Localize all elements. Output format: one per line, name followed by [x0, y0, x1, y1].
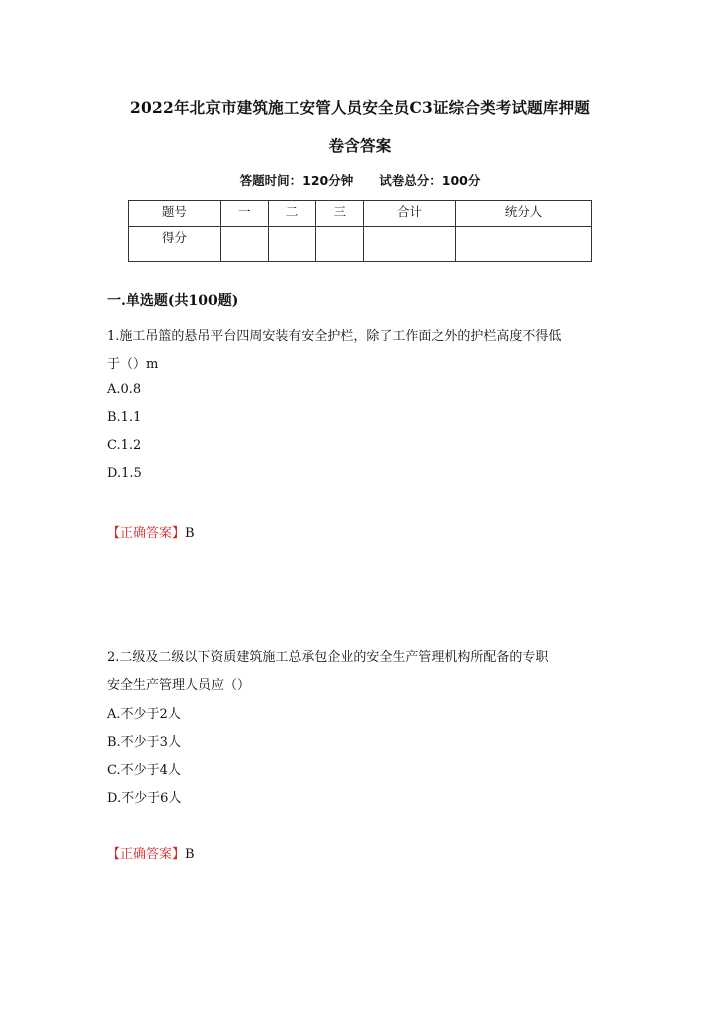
question-1-stem-line1: 1.施工吊篮的悬吊平台四周安装有安全护栏，除了工作面之外的护栏高度不得低: [107, 329, 562, 344]
score-table-header: 题号: [129, 201, 221, 227]
score-cell: [220, 227, 268, 262]
question-1-option-c: C.1.2: [107, 438, 142, 453]
document-title-line2: 卷含答案: [328, 136, 392, 155]
question-1-option-d: D.1.5: [107, 466, 142, 481]
score-table-score-row: [129, 227, 592, 262]
score-cell: [455, 227, 591, 262]
score-table-header: 二: [268, 201, 316, 227]
question-2-stem-line1: 2.二级及二级以下资质建筑施工总承包企业的安全生产管理机构所配备的专职: [107, 650, 549, 665]
score-table-header: 合计: [364, 201, 456, 227]
question-2-answer: [107, 843, 195, 862]
score-table: [128, 200, 592, 262]
answer-tag: 【正确答案】: [107, 526, 186, 541]
score-cell: [268, 227, 316, 262]
exam-meta: [0, 171, 720, 189]
score-table-header: 一: [220, 201, 268, 227]
answer-value: B: [185, 526, 195, 541]
question-1-option-a: A.0.8: [107, 382, 142, 397]
answer-value: B: [185, 847, 195, 862]
score-cell: [316, 227, 364, 262]
score-table-header-row: [129, 201, 592, 227]
question-1-answer: [107, 522, 195, 541]
answer-tag: 【正确答案】: [107, 847, 186, 862]
question-2-stem-line2: 安全生产管理人员应（）: [107, 678, 251, 693]
question-2-option-a: A.不少于2人: [107, 707, 181, 722]
exam-total-score: 试卷总分：100分: [379, 173, 481, 188]
section-title: 一.单选题(共100题): [107, 293, 239, 309]
document-title-line1: 2022年北京市建筑施工安管人员安全员C3证综合类考试题库押题: [130, 98, 590, 117]
question-2-option-c: C.不少于4人: [107, 763, 181, 778]
question-2-option-d: D.不少于6人: [107, 791, 182, 806]
score-table-header: 三: [316, 201, 364, 227]
score-cell: [364, 227, 456, 262]
question-1-stem-line2: 于（）m: [107, 357, 159, 372]
question-2-option-b: B.不少于3人: [107, 735, 181, 750]
score-table-header: 统分人: [455, 201, 591, 227]
question-1-option-b: B.1.1: [107, 410, 142, 425]
score-row-label: 得分: [129, 227, 221, 262]
exam-time: 答题时间：120分钟: [239, 173, 354, 188]
